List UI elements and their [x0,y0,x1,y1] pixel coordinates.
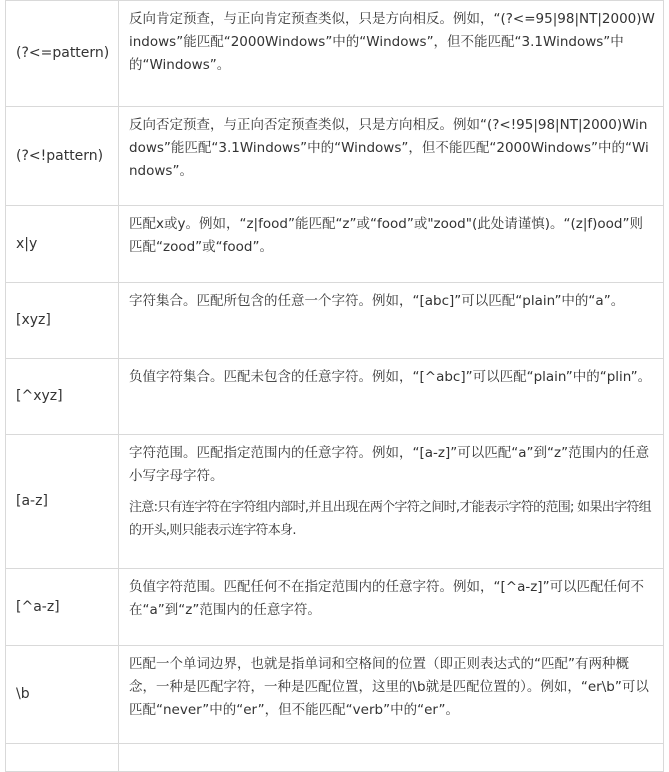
description-cell [119,435,664,569]
description-text: 字符集合。匹配所包含的任意一个字符。例如，“[abc]”可以匹配“plain”中的“a”。 [129,293,625,309]
description-cell [119,206,664,283]
description-cell [119,1,664,107]
description-text: 负值字符范围。匹配任何不在指定范围内的任意字符。例如，“[^a-z]”可以匹配任何不在“a”到“z”范围内的任意字符。 [129,579,645,618]
table-row [6,206,664,283]
pattern-cell: [xyz] [6,283,119,359]
table-row [6,435,664,569]
description-text: 字符范围。匹配指定范围内的任意字符。例如，“[a-z]”可以匹配“a”到“z”范围内的任意小写字母字符。 [129,445,650,484]
pattern-cell [6,744,119,772]
description-cell [119,283,664,359]
description-text: 匹配一个单词边界，也就是指单词和空格间的位置（即正则表达式的“匹配”有两种概念，一种是匹配字符，一种是匹配位置，这里的\b就是匹配位置的）。例如，“er\b”可以匹配“never”中的“er”，但不能匹配“verb”中的“er”。 [129,656,649,718]
pattern-cell: (?<=pattern) [6,1,119,107]
note-text: 注意:只有连字符在字符组内部时,并且出现在两个字符之间时,才能表示字符的范围; 如果出字符组的开头,则只能表示连字符本身. [129,500,651,538]
table-row [6,107,664,206]
table-row [6,359,664,435]
description-cell [119,107,664,206]
description-text: 负值字符集合。匹配未包含的任意字符。例如，“[^abc]”可以匹配“plain”中的“plin”。 [129,369,652,385]
table-row-partial [6,744,664,772]
description-text: 反向肯定预查，与正向肯定预查类似，只是方向相反。例如，“(?<=95|98|NT|2000)Windows”能匹配“2000Windows”中的“Windows”，但不能匹配“3.1Windows”中的“Windows”。 [129,11,655,73]
table-row [6,1,664,107]
description-text: 反向否定预查，与正向否定预查类似，只是方向相反。例如“(?<!95|98|NT|2000)Windows”能匹配“3.1Windows”中的“Windows”，但不能匹配“2000Windows”中的“Windows”。 [129,117,649,179]
pattern-cell: (?<!pattern) [6,107,119,206]
table-row [6,283,664,359]
regex-syntax-table [5,0,664,772]
description-cell [119,359,664,435]
pattern-cell: \b [6,646,119,744]
pattern-cell: [a-z] [6,435,119,569]
description-cell [119,744,664,772]
pattern-cell: [^a-z] [6,569,119,646]
pattern-cell: x|y [6,206,119,283]
pattern-cell: [^xyz] [6,359,119,435]
table-row [6,569,664,646]
description-text: 匹配x或y。例如，“z|food”能匹配“z”或“food”或"zood"(此处请谨慎)。“(z|f)ood”则匹配“zood”或“food”。 [129,216,643,255]
description-cell [119,569,664,646]
